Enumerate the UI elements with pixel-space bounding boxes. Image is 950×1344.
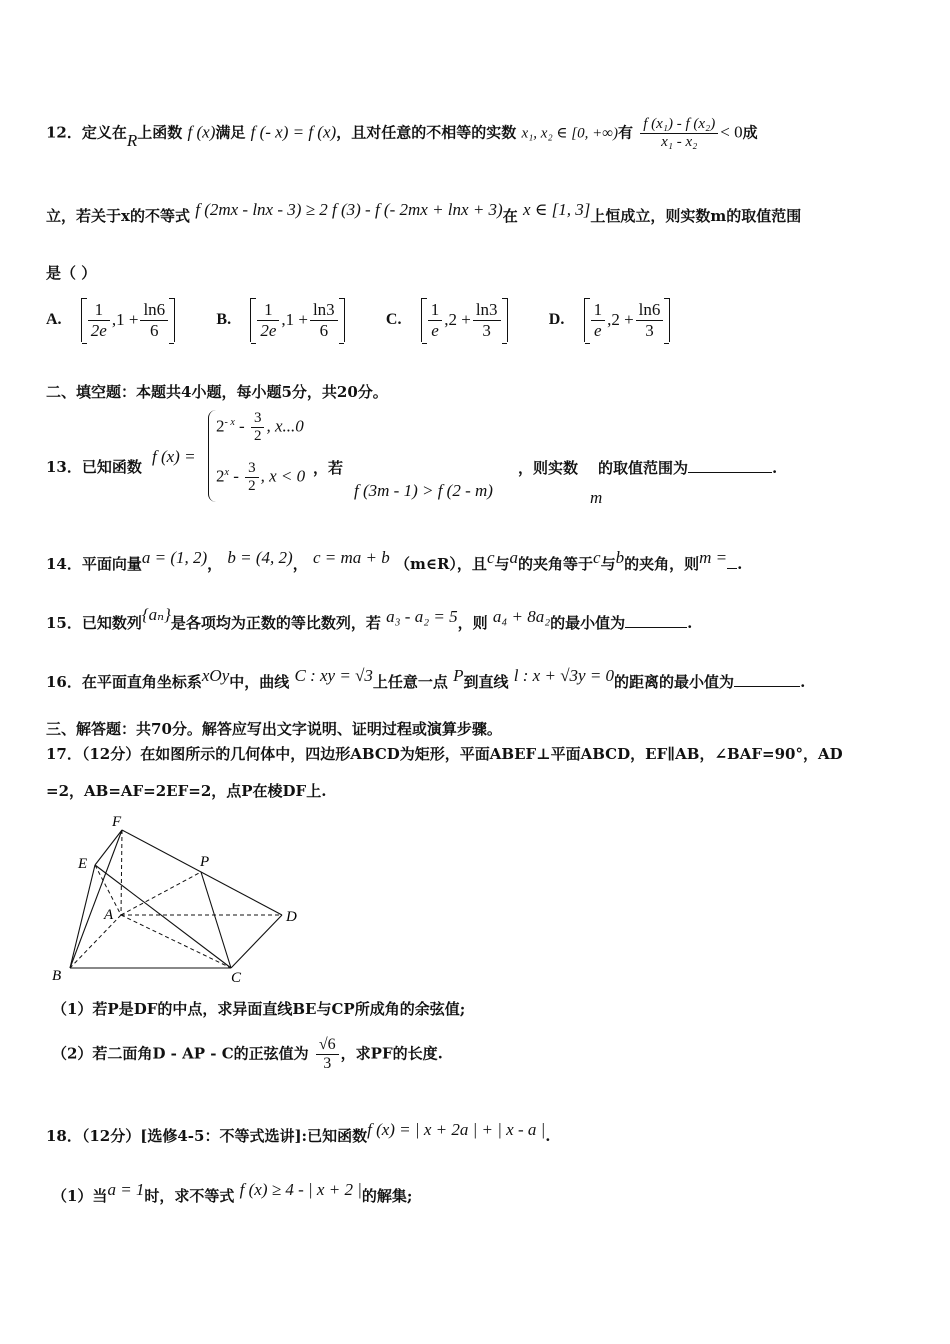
q12-line3: 是（ ） [46, 264, 97, 282]
label-E: E [78, 856, 88, 872]
q12-fraction: $\frac{\text{f (x₁) - f (x₂)}}{\text{x₁ - x₂}}$ [640, 116, 718, 151]
q13-fx: f (x) = [152, 447, 196, 466]
q13-ruo: ，若 [313, 459, 344, 477]
edge-FE [95, 830, 122, 865]
option-b[interactable]: B. $\frac{1}{2e}$ ,1 + $\frac{\ln 3}{6}$ [216, 298, 344, 342]
q15: 15．已知数列{aₙ}是各项均为正数的等比数列，若 a₃ - a₂ = 5，则 a₄ + 8a₂的最小值为 . [46, 605, 693, 632]
edge-FB [70, 830, 122, 968]
section-2-heading: 二、填空题：本题共4小题，每小题5分，共20分。 [46, 383, 388, 401]
label-A: A [104, 907, 114, 923]
q13-condition: f (3m - 1) > f (2 - m) [354, 481, 493, 500]
edge-EC [95, 865, 231, 968]
q13-label: 13．已知函数 [46, 458, 142, 476]
edge-PC [201, 872, 231, 968]
q12-line2: 立，若关于x的不等式 f (2mx - lnx - 3) ≥ 2 f (3) - f (- 2mx + lnx + 3)在 x ∈ [1, 3]上恒成立，则实数m的取值范围 [46, 200, 802, 225]
label-P: P [200, 854, 210, 870]
edge-FD [122, 830, 282, 915]
q18-line1: 18．（12分）[选修4-5：不等式选讲]:已知函数f (x) = | x + 2a | + | x - a |. [46, 1120, 551, 1145]
q14: 14．平面向量a = (1, 2)， b = (4, 2)， c = ma + b （m∈R），且c与a的夹角等于c与b的夹角，则m = . [46, 548, 743, 573]
q17-line2: =2，AB=AF=2EF=2，点P在棱DF上. [46, 782, 327, 800]
label-C: C [231, 970, 242, 986]
q13-piece1: $2^{- x}$ - $\frac{3}{2}$ , x...0 [216, 410, 304, 444]
option-a[interactable]: A. $\frac{1}{2e}$ ,1 + $\frac{\ln 6}{6}$ [46, 298, 175, 342]
q13-m: m [590, 488, 603, 507]
q13-tail: ，则实数 的取值范围为 . [518, 459, 778, 477]
q17-part2: （2）若二面角D - AP - C的正弦值为 $\frac{√6}{3}$ ，求PF的长度. [52, 1036, 443, 1072]
q18-part1: （1）当a = 1时，求不等式 f (x) ≥ 4 - | x + 2 |的解集; [52, 1180, 413, 1205]
q17-geometry-figure [48, 808, 318, 988]
option-d[interactable]: D. $\frac{1}{e}$ ,2 + $\frac{\ln 6}{3}$ [549, 298, 671, 342]
section-3-heading: 三、解答题：共70分。解答应写出文字说明、证明过程或演算步骤。 [46, 720, 502, 738]
edge-EB [70, 865, 95, 968]
option-c[interactable]: C. $\frac{1}{e}$ ,2 + $\frac{\ln 3}{3}$ [386, 298, 508, 342]
edge-FA [121, 830, 122, 915]
edge-CD [231, 915, 282, 968]
label-B: B [52, 968, 62, 984]
q17-part1: （1）若P是DF的中点，求异面直线BE与CP所成角的余弦值; [52, 1000, 466, 1018]
edge-AB [70, 915, 121, 968]
q12-line1: 12．定义在R上函数 f (x)满足 f (- x) = f (x)，且对任意的不相等的实数 x₁, x₂ ∈ [0, +∞)有 $\frac{\text{f (x₁) - f (x₂)}}{\text{x₁ - x₂}}$ < 0成 [46, 116, 758, 150]
q13-piece2: 2$^x$ - $\frac{3}{2}$ , x < 0 [216, 460, 306, 494]
edge-AC [121, 915, 231, 968]
label-F: F [112, 814, 122, 830]
q16: 16．在平面直角坐标系xOy中，曲线 C : xy = √3上任意一点 P到直线 l : x + √3y = 0的距离的最小值为 . [46, 666, 806, 691]
label-D: D [286, 909, 297, 925]
q17-line1: 17．（12分）在如图所示的几何体中，四边形ABCD为矩形，平面ABEF⊥平面ABCD，EF∥AB，∠BAF=90°，AD [46, 745, 843, 763]
q12-options [46, 298, 706, 342]
